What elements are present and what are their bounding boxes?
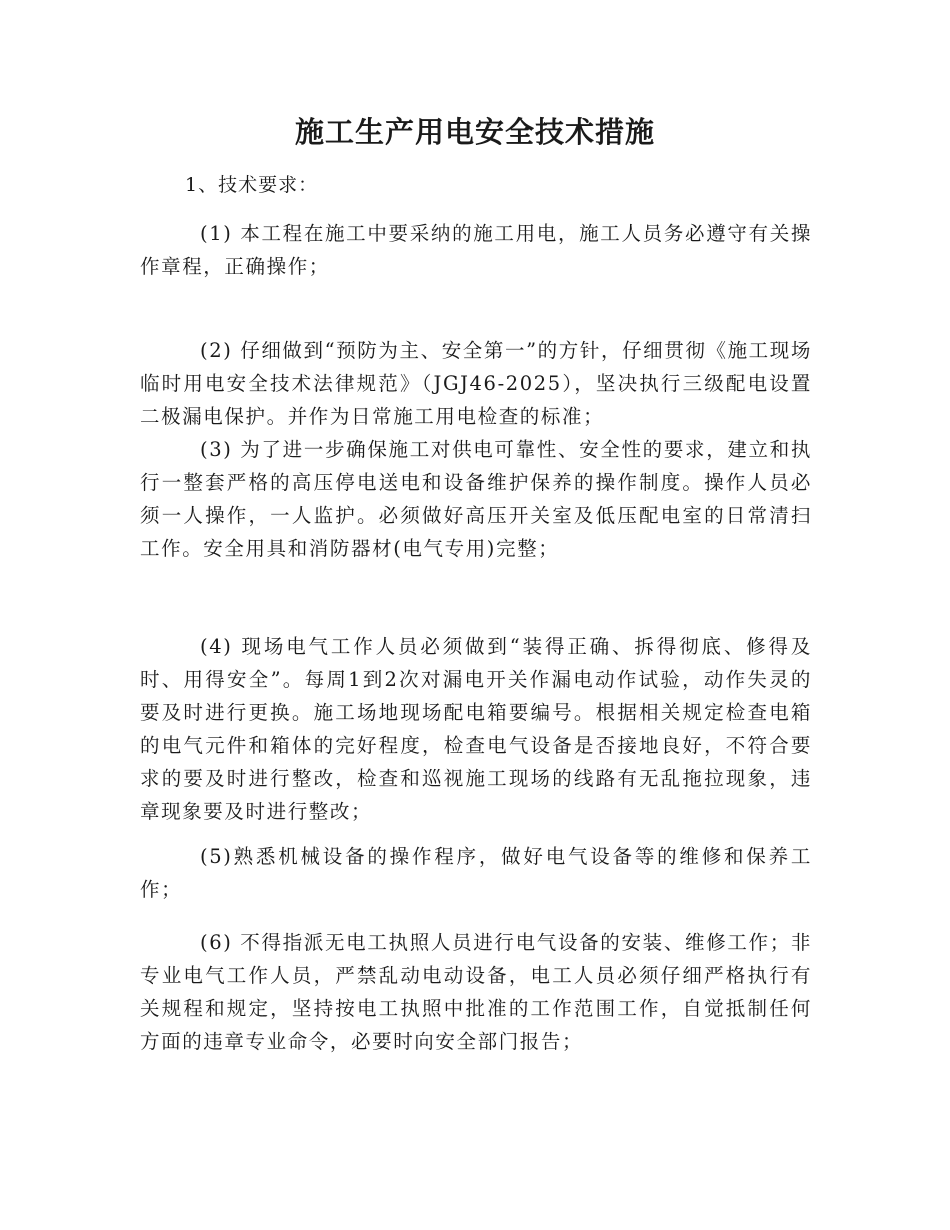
paragraph-6: (6) 不得指派无电工执照人员进行电气设备的安装、维修工作；非专业电气工作人员，严禁乱动电动设备，电工人员必须仔细严格执行有关规程和规定，坚持按电工执照中批准的工作范围工作，自觉抵制任何方面的违章专业命令，必要时向安全部门报告； <box>140 931 812 1053</box>
paragraph-1: (1) 本工程在施工中要采纳的施工用电，施工人员务必遵守有关操作章程，正确操作； <box>140 222 812 278</box>
section-heading: 1、技术要求： <box>185 174 319 196</box>
paragraph-5: (5)熟悉机械设备的操作程序，做好电气设备等的维修和保养工作； <box>140 845 812 901</box>
document-title: 施工生产用电安全技术措施 <box>294 115 655 149</box>
paragraph-2: (2) 仔细做到“预防为主、安全第一”的方针，仔细贯彻《施工现场临时用电安全技术法律规范》（JGJ46-2025），坚决执行三级配电设置二极漏电保护。并作为日常施工用电检查的标准； <box>140 339 812 428</box>
paragraph-3: (3) 为了进一步确保施工对供电可靠性、安全性的要求，建立和执行一整套严格的高压停电送电和设备维护保养的操作制度。操作人员必须一人操作，一人监护。必须做好高压开关室及低压配电室的日常清扫工作。安全用具和消防器材(电气专用)完整； <box>140 438 812 560</box>
paragraph-4: (4) 现场电气工作人员必须做到“装得正确、拆得彻底、修得及时、用得安全”。每周1到2次对漏电开关作漏电动作试验，动作失灵的要及时进行更换。施工场地现场配电箱要编号。根据相关规定检查电箱的电气元件和箱体的完好程度，检查电气设备是否接地良好，不符合要求的要及时进行整改，检查和巡视施工现场的线路有无乱拖拉现象，违章现象要及时进行整改； <box>140 635 812 823</box>
